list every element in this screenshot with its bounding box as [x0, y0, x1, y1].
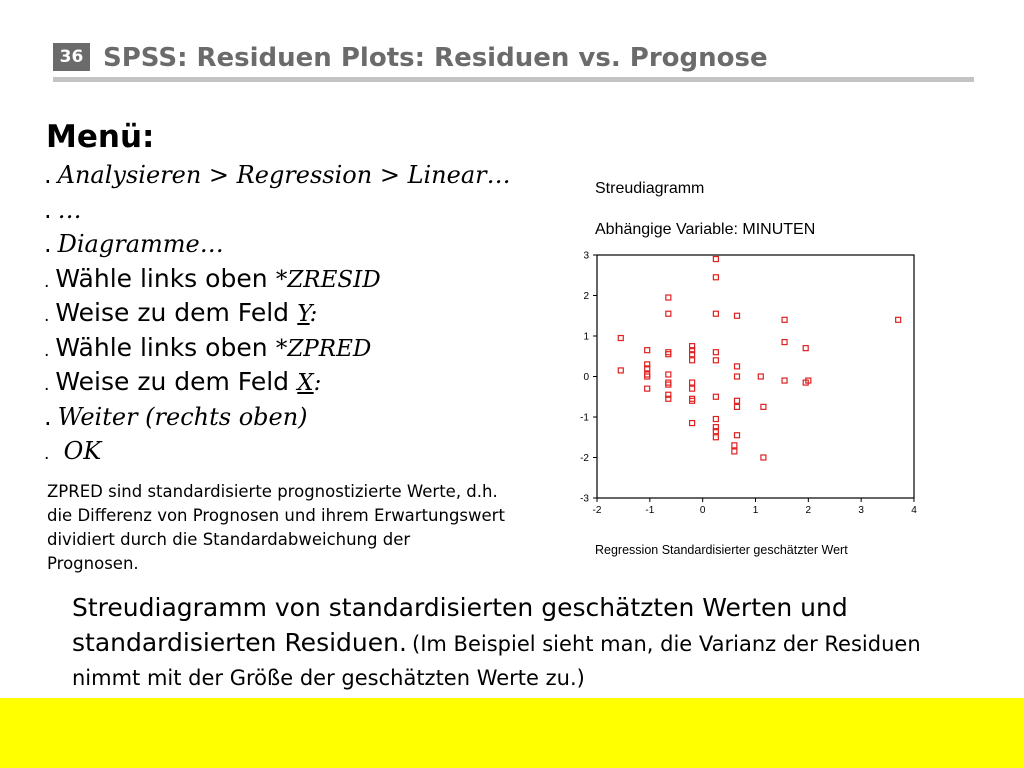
menu-step	[44, 331, 511, 366]
data-point	[735, 398, 740, 403]
data-point	[782, 317, 787, 322]
menu-step	[44, 158, 511, 193]
menu-step	[44, 400, 511, 435]
menu-step-text: OK	[63, 437, 102, 465]
menu-step-suffix: :	[313, 370, 322, 396]
chart-subtitle: Abhängige Variable: MINUTEN	[595, 221, 816, 238]
menu-step	[44, 434, 511, 469]
menu-step-suffix: :	[309, 301, 318, 327]
bullet: .	[44, 271, 50, 292]
data-point	[690, 358, 695, 363]
bullet: .	[44, 195, 52, 224]
data-point	[735, 313, 740, 318]
data-point	[735, 374, 740, 379]
data-point	[645, 348, 650, 353]
data-point	[896, 317, 901, 322]
data-point	[666, 311, 671, 316]
bullet: .	[44, 402, 52, 431]
data-point	[758, 374, 763, 379]
data-point	[782, 340, 787, 345]
data-point	[713, 275, 718, 280]
data-point	[666, 295, 671, 300]
menu-step-text: Diagramme…	[57, 230, 224, 258]
data-point	[735, 364, 740, 369]
data-point	[666, 372, 671, 377]
data-point	[735, 404, 740, 409]
y-tick-label: 2	[583, 291, 589, 302]
data-point	[690, 380, 695, 385]
scatter-chart	[560, 245, 930, 535]
menu-step	[44, 296, 511, 331]
menu-step-field: X	[297, 370, 314, 396]
data-point	[645, 386, 650, 391]
bullet: .	[44, 375, 50, 395]
data-point	[690, 421, 695, 426]
data-point	[713, 394, 718, 399]
summary-main: Streudiagramm von standardisierten geschätzten Werten und standardisierten Residuen.	[72, 593, 848, 657]
bullet: .	[44, 230, 52, 258]
data-point	[713, 435, 718, 440]
bullet: .	[44, 161, 52, 189]
menu-step-text: Weise zu dem Feld	[55, 367, 290, 396]
menu-step-text: Weiter (rechts oben)	[57, 402, 308, 431]
data-point	[761, 455, 766, 460]
x-tick-label: -2	[592, 505, 602, 516]
menu-step-text: …	[57, 195, 82, 224]
data-point	[618, 336, 623, 341]
menu-step	[44, 193, 511, 228]
data-point	[732, 443, 737, 448]
x-tick-label: 1	[752, 505, 759, 516]
slide-number: 36	[53, 43, 90, 71]
y-tick-label: -1	[580, 412, 589, 424]
menu-step-variable: *ZPRED	[275, 335, 372, 362]
title-divider	[53, 77, 974, 82]
zpred-note: ZPRED sind standardisierte prognostizierte Werte, d.h. die Differenz von Prognosen und ihrem Erwartungswert dividiert durch die Standardabweichung der Prognosen.	[47, 482, 505, 573]
data-point	[713, 257, 718, 262]
summary-text	[72, 592, 992, 696]
menu-step	[44, 227, 511, 262]
footer-bar	[0, 698, 1024, 768]
data-point	[782, 378, 787, 383]
y-tick-label: 1	[583, 331, 589, 343]
x-tick-label: 2	[805, 505, 812, 516]
bullet: .	[44, 340, 50, 361]
data-point	[735, 433, 740, 438]
y-tick-label: -2	[580, 453, 589, 464]
data-point	[690, 386, 695, 391]
data-point	[761, 404, 766, 409]
menu-step-text: Weise zu dem Feld	[55, 298, 290, 327]
y-tick-label: 0	[583, 372, 589, 383]
menu-step-text: Wähle links oben	[55, 263, 268, 293]
x-tick-label: 4	[911, 505, 917, 516]
chart-title: Streudiagramm	[595, 180, 705, 197]
menu-step	[44, 365, 511, 400]
data-point	[618, 368, 623, 373]
bullet: .	[44, 306, 50, 326]
menu-step	[44, 262, 511, 297]
menu-step-field: Y	[297, 301, 310, 327]
y-tick-label: -3	[580, 493, 589, 505]
data-point	[713, 358, 718, 363]
menu-step-variable: *ZRESID	[275, 266, 381, 293]
data-point	[713, 350, 718, 355]
data-point	[803, 346, 808, 351]
menu-step-text: Analysieren > Regression > Linear…	[57, 161, 511, 189]
slide-title: SPSS: Residuen Plots: Residuen vs. Prognose	[103, 43, 768, 73]
y-tick-label: 3	[583, 250, 589, 262]
menu-steps	[44, 158, 511, 469]
data-point	[732, 449, 737, 454]
data-point	[713, 311, 718, 316]
chart-x-axis-label: Regression Standardisierter geschätzter Wert	[595, 543, 848, 557]
x-tick-label: 0	[699, 505, 706, 516]
x-tick-label: 3	[858, 505, 864, 516]
menu-step-text: Wähle links oben	[55, 332, 268, 362]
data-point	[713, 417, 718, 422]
summary-aside: (Im Beispiel sieht man, die Varianz der Residuen nimmt mit der Größe der geschätzten Werte zu.)	[72, 632, 921, 690]
menu-heading: Menü:	[46, 119, 155, 155]
bullet: .	[44, 444, 50, 464]
x-tick-label: -1	[645, 505, 655, 516]
